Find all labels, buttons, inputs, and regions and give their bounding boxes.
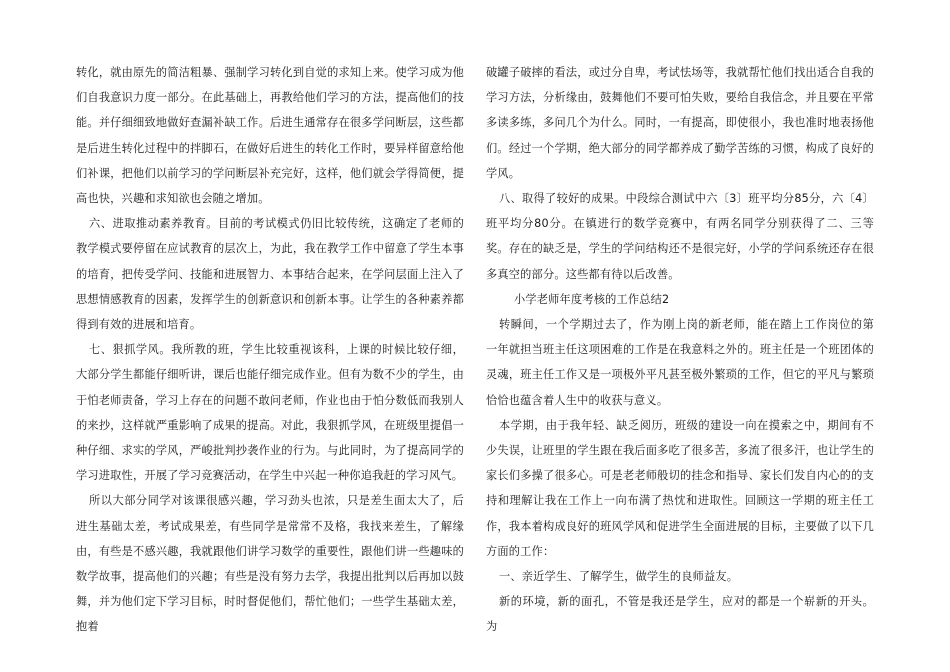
paragraph-intro: 转瞬间，一个学期过去了，作为刚上岗的新老师，能在踏上工作岗位的第一年就担当班主任这项困难的工作是在我意料之外的。班主任是一个班团体的灵魂，班主任工作又是一项极外平凡甚至极外繁琐的工作，但它的平凡与繁琐恰恰也蕴含着人生中的收获与意义。 [486, 318, 874, 407]
left-column [76, 60, 464, 640]
paragraph-weak-students: 所以大部分同学对该课很感兴趣，学习劲头也浓，只是差生面太大了，后进生基础太差，考试成果差，有些同学是常常不及格，我找来差生，了解缘由，有些是不感兴趣，我就跟他们讲学习数学的重要性，跟他们讲一些趣味的数学故事，提高他们的兴趣；有些是没有努力去学，我提出批判以后再加以鼓舞，并为他们定下学习目标，时时督促他们，帮忙他们；一些学生基础太差，抱着 [76, 494, 464, 634]
paragraph-section-six: 六、进取推动素养教育。目前的考试模式仍旧比较传统，这确定了老师的教学模式要停留在应试教育的层次上，为此，我在教学工作中留意了学生本事的培育，把传受学问、技能和进展智力、本事结合起来，在学问层面上注入了思想情感教育的因素，发挥学生的创新意识和创新本事。让学生的各种素养都得到有效的进展和培育。 [76, 217, 464, 332]
paragraph-continuation: 转化，就由原先的简洁粗暴、强制学习转化到自觉的求知上来。使学习成为他们自我意识力度一部分。在此基础上，再教给他们学习的方法，提高他们的技能。并仔细细致地做好查漏补缺工作。后进生通常存在很多学问断层，这些都是后进生转化过程中的拌脚石，在做好后进生的转化工作时，要异样留意给他们补课，把他们以前学习的学问断层补充完好，这样，他们就会学得简便，提高也快，兴趣和求知欲也会随之增加。 [76, 66, 464, 206]
paragraph-new-environment: 新的环境，新的面孔，不管是我还是学生，应对的都是一个崭新的开头。为 [486, 595, 874, 634]
right-column [486, 60, 874, 640]
paragraph-continuation: 破罐子破摔的看法，或过分自卑，考试怯场等，我就帮忙他们找出适合自我的学习方法，分析缘由，鼓舞他们不要可怕失败，要给自我信念，并且要在平常多读多练，多问几个为什么。同时，一有提高，即使很小，我也准时地表扬他们。经过一个学期，绝大部分的同学都养成了勤学苦练的习惯，构成了良好的学风。 [486, 66, 874, 180]
paragraph-section-seven: 七、狠抓学风。我所教的班，学生比较重视该科，上课的时候比较仔细，大部分学生都能仔细听讲，课后也能仔细完成作业。但有为数不少的学生，由于怕老师责备，学习上存在的问题不敢问老师，作业也由于怕分数低而我别人的来抄，这样就严重影响了成果的提高。对此，我狠抓学风，在班级里提倡一种仔细、求实的学风，严峻批判抄袭作业的行为。与此同时，为了提高同学的学习进取性，开展了学习竞赛活动，在学生中兴起一种你追我赶的学习风气。 [76, 343, 464, 483]
section-title: 小学老师年度考核的工作总结2 [514, 292, 670, 306]
paragraph-heading-one: 一、亲近学生、了解学生，做学生的良师益友。 [499, 570, 739, 584]
paragraph-section-eight: 八、取得了较好的成果。中段综合测试中六〔3〕班平均分85分，六〔4〕班平均分80分。在镇进行的数学竞赛中，有两名同学分别获得了二、三等奖。存在的缺乏是，学生的学问结构还不是很完好，小学的学问系统还存在很多真空的部分。这些都有待以后改善。 [486, 192, 874, 281]
paragraph-semester: 本学期，由于我年轻、缺乏阅历，班级的建设一向在摸索之中，期间有不少失误，让班里的学生跟在我后面多吃了很多苦，多流了很多汗，也让学生的家长们多操了很多心。可是老老师般切的挂念和指导、家长们发自内心的的支持和理解让我在工作上一向布满了热忱和进取性。回顾这一学期的班主任工作，我本着构成良好的班风学风和促进学生全面进展的目标，主要做了以下几方面的工作： [486, 418, 874, 558]
